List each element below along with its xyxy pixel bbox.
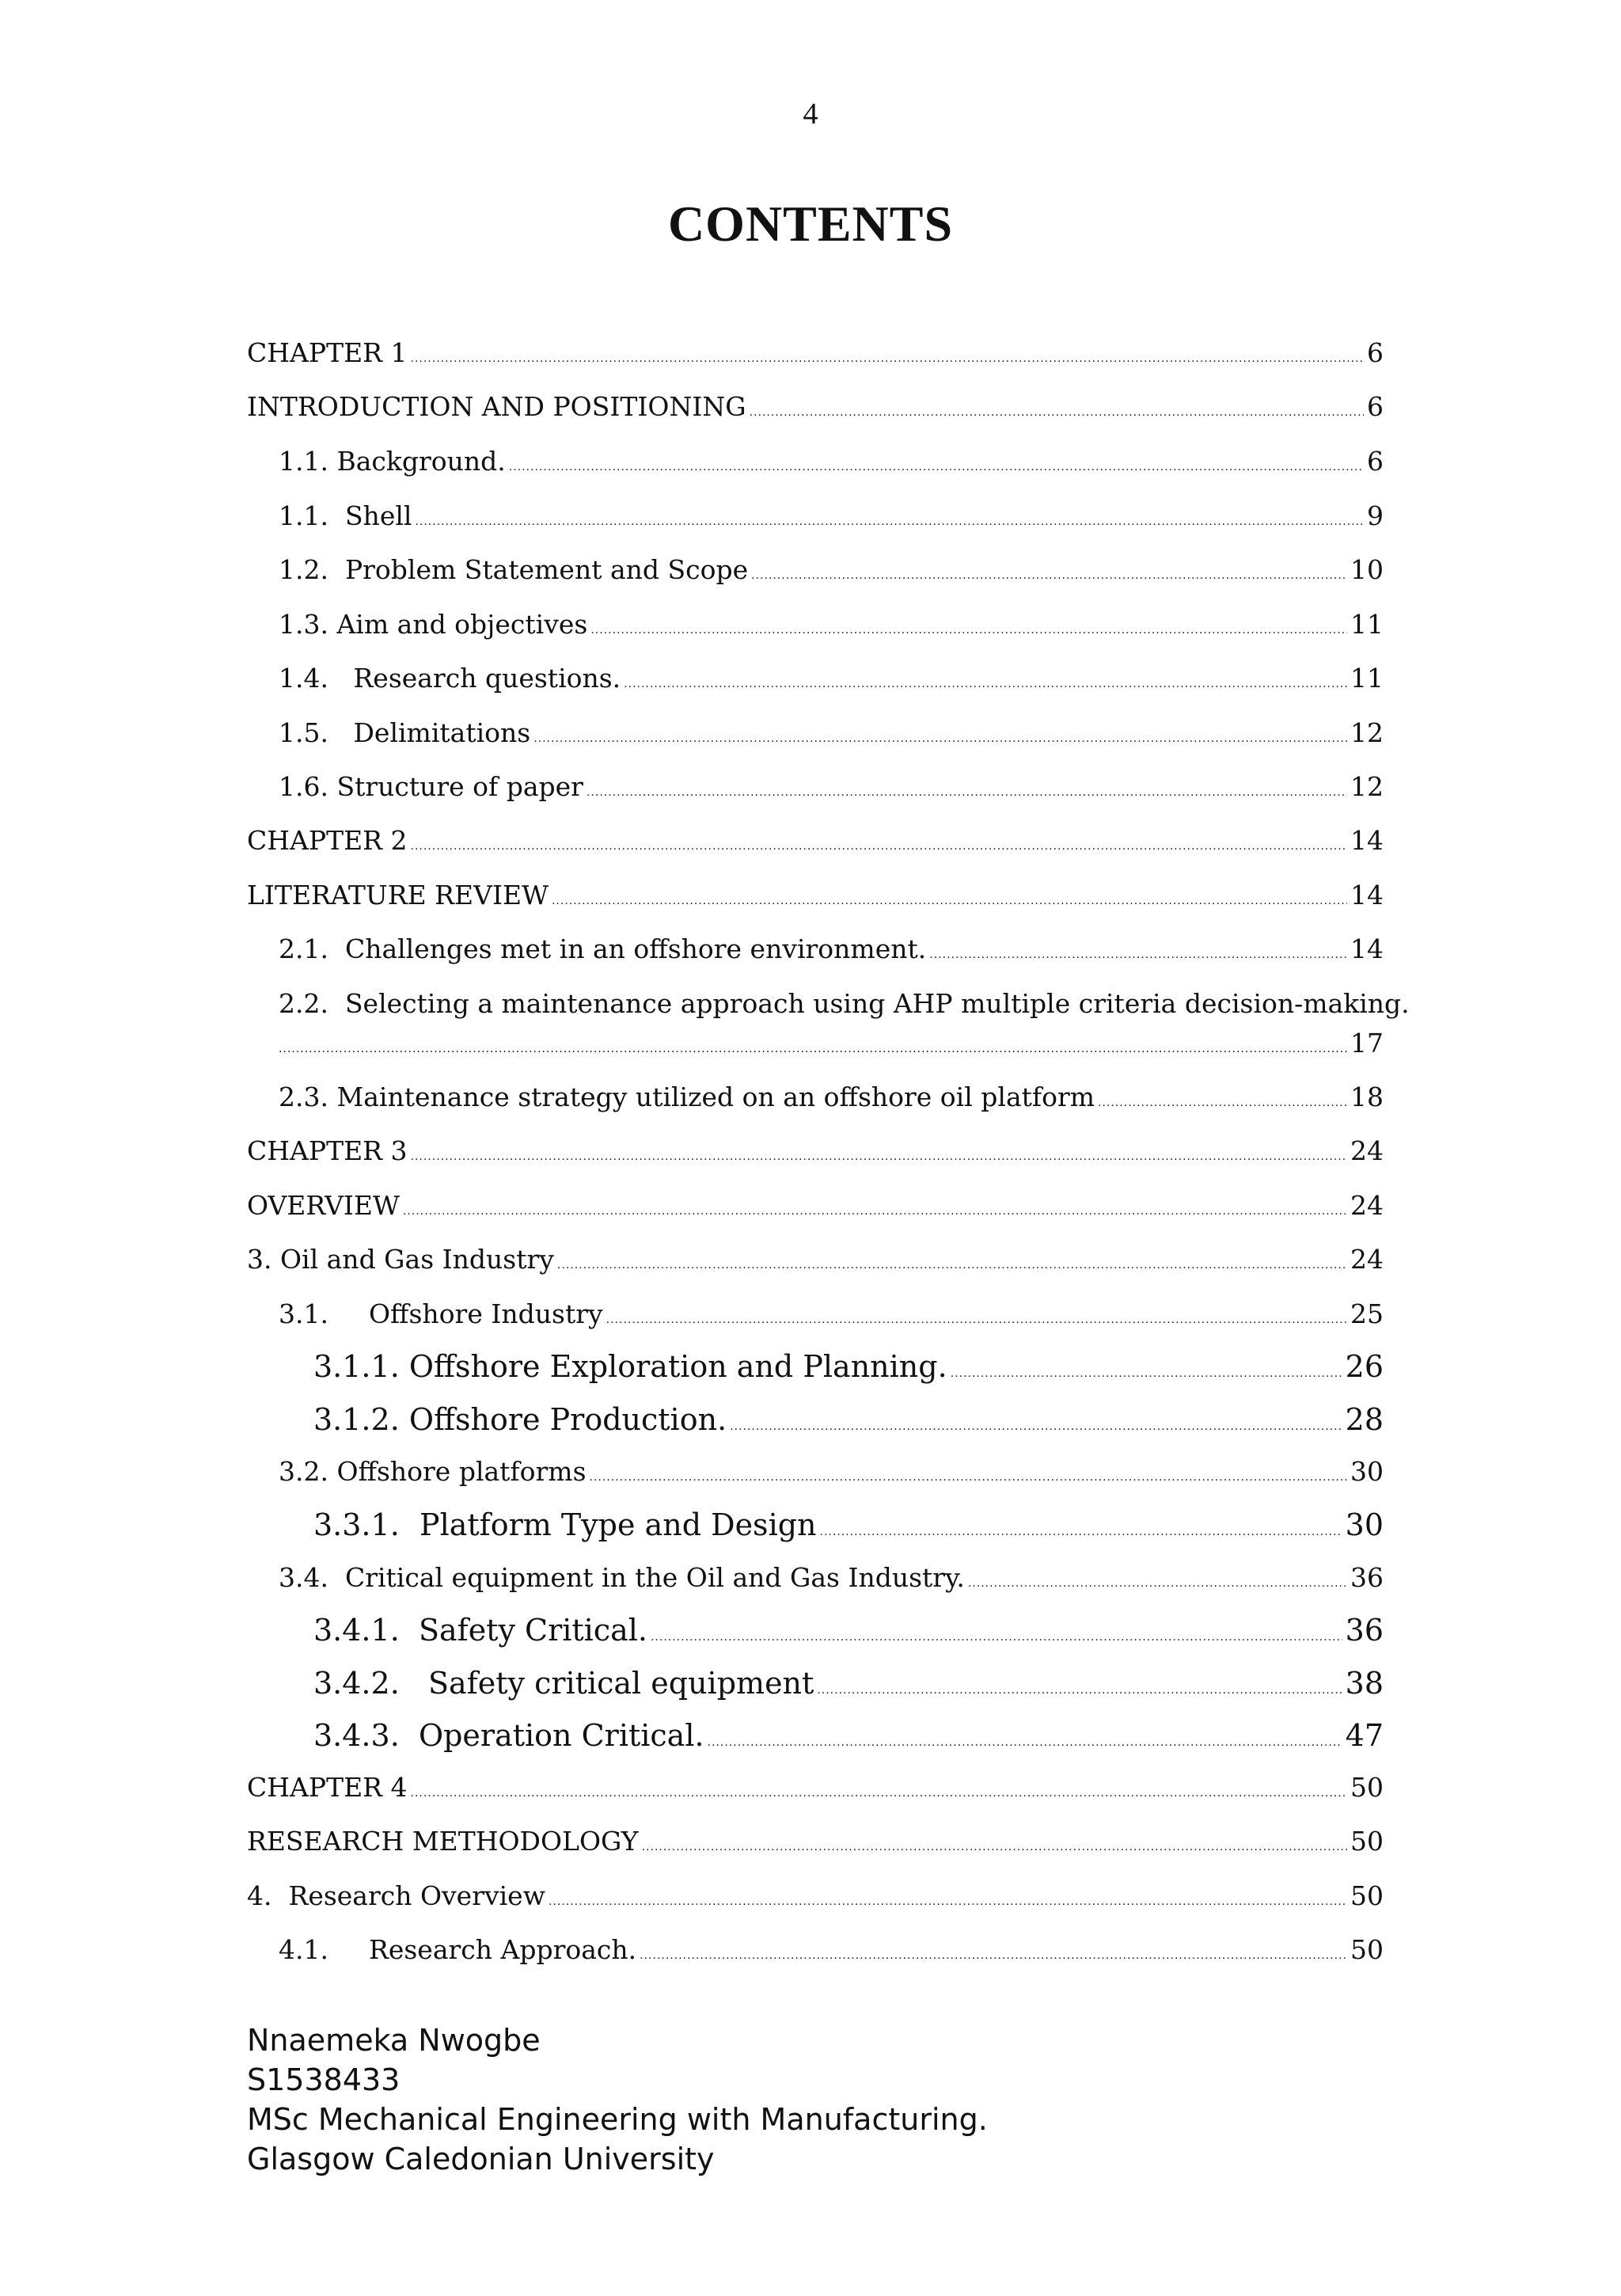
toc-entry-number: 2.2. [279, 988, 345, 1019]
toc-entry-label: CHAPTER 4 [247, 1772, 408, 1803]
toc-entry-operation-critical[interactable] [247, 1718, 1384, 1753]
toc-entry-aim-objectives[interactable] [247, 609, 1384, 640]
toc-entry-label: Safety critical equipment [428, 1666, 814, 1701]
toc-entry-number: 1.3. [279, 609, 337, 640]
toc-entry-label: Background. [336, 446, 506, 477]
dot-leader [750, 406, 1364, 419]
toc-entry-page: 12 [1350, 717, 1384, 748]
toc-entry-number: 1.4. [279, 663, 354, 694]
dot-leader [730, 1420, 1342, 1433]
toc-entry-label: Aim and objectives [336, 609, 588, 640]
toc-entry-label: Challenges met in an offshore environment. [344, 933, 927, 964]
toc-entry-chapter-2[interactable] [247, 825, 1384, 856]
toc-entry-number: 3.1.2. [313, 1402, 409, 1437]
toc-entry-label: CHAPTER 3 [247, 1135, 408, 1166]
toc-entry-label: Offshore Production. [408, 1402, 727, 1437]
toc-entry-ahp[interactable] [279, 988, 1410, 1019]
toc-entry-number: 3.1.1. [313, 1349, 409, 1384]
dot-leader [509, 461, 1364, 473]
toc-entry-label: Research Approach. [369, 1934, 637, 1965]
toc-entry-page: 36 [1345, 1613, 1384, 1648]
toc-entry-structure[interactable] [247, 771, 1384, 802]
toc-entry-page: 24 [1350, 1244, 1384, 1275]
dot-leader [415, 515, 1364, 528]
toc-entry-chapter-4[interactable] [247, 1772, 1384, 1803]
toc-entry-platform-type[interactable] [247, 1507, 1384, 1542]
toc-entry-number: 3.3.1. [313, 1507, 400, 1542]
toc-entry-number: 3.4.1. [313, 1613, 419, 1648]
dot-leader [820, 1526, 1342, 1538]
toc-entry-page: 9 [1367, 500, 1384, 531]
dot-leader [403, 1205, 1347, 1218]
dot-leader [624, 678, 1347, 690]
toc-entry-label: Research Overview [288, 1880, 545, 1911]
dot-leader [708, 1736, 1342, 1749]
toc-entry-exploration-planning[interactable] [247, 1349, 1384, 1384]
toc-entry-label: RESEARCH METHODOLOGY [247, 1826, 639, 1857]
toc-entry-page: 24 [1350, 1135, 1384, 1166]
toc-entry-number: 3. [247, 1244, 280, 1275]
toc-entry-page: 6 [1367, 446, 1384, 477]
toc-entry-delimitations[interactable] [247, 717, 1384, 748]
toc-entry-label: Offshore Industry [369, 1298, 603, 1329]
toc-entry-page: 11 [1350, 663, 1384, 694]
toc-entry-number: 1.1. [279, 446, 337, 477]
toc-entry-number: 3.2. [279, 1456, 337, 1487]
toc-entry-label: Safety Critical. [418, 1613, 647, 1648]
toc-entry-page: 17 [1350, 1028, 1384, 1059]
toc-entry-offshore-production[interactable] [247, 1402, 1384, 1437]
toc-entry-page: 14 [1350, 880, 1384, 910]
dot-leader [817, 1684, 1342, 1697]
author-name: Nnaemeka Nwogbe [247, 2023, 541, 2058]
toc-entry-research-overview[interactable] [247, 1880, 1384, 1911]
toc-entry-label: Selecting a maintenance approach using AHP multiple criteria decision-making. [344, 988, 1410, 1019]
dot-leader [557, 1259, 1347, 1272]
toc-entry-shell[interactable] [247, 500, 1384, 531]
page-title: CONTENTS [667, 196, 954, 252]
toc-entry-number: 4. [247, 1880, 289, 1911]
toc-entry-research-questions[interactable] [247, 663, 1384, 694]
toc-entry-safety-critical[interactable] [247, 1613, 1384, 1648]
toc-entry-page: 50 [1350, 1934, 1384, 1965]
toc-entry-problem-statement[interactable] [247, 554, 1384, 585]
toc-entry-page: 50 [1350, 1880, 1384, 1911]
dot-leader [552, 895, 1347, 907]
toc-entry-label: OVERVIEW [247, 1190, 400, 1221]
programme: MSc Mechanical Engineering with Manufacturing. [247, 2102, 988, 2137]
toc-entry-offshore-industry[interactable] [247, 1298, 1384, 1329]
toc-entry-label: Shell [344, 500, 412, 531]
toc-entry-page: 14 [1350, 933, 1384, 964]
toc-entry-page: 11 [1350, 609, 1384, 640]
toc-entry-label: INTRODUCTION AND POSITIONING [247, 391, 746, 422]
toc-entry-page: 6 [1367, 337, 1384, 368]
dot-leader [533, 732, 1347, 745]
toc-entry-label: Operation Critical. [418, 1718, 704, 1753]
toc-entry-page: 50 [1350, 1772, 1384, 1803]
toc-entry-number: 1.2. [279, 554, 345, 585]
toc-entry-number: 2.1. [279, 933, 345, 964]
toc-entry-label: LITERATURE REVIEW [247, 880, 549, 910]
toc-entry-number: 3.4.3. [313, 1718, 419, 1753]
toc-entry-page: 25 [1350, 1298, 1384, 1329]
toc-entry-number: 1.6. [279, 771, 337, 802]
dot-leader [590, 624, 1347, 637]
toc-entry-number: 2.3. [279, 1081, 337, 1112]
student-id: S1538433 [247, 2062, 401, 2097]
toc-entry-offshore-platforms[interactable] [247, 1456, 1384, 1487]
toc-entry-label: Delimitations [353, 717, 531, 748]
dot-leader [929, 948, 1347, 961]
dot-leader [640, 1949, 1347, 1962]
toc-entry-introduction[interactable] [247, 391, 1384, 422]
toc-entry-page: 30 [1350, 1456, 1384, 1487]
toc-entry-page: 6 [1367, 391, 1384, 422]
dot-leader [642, 1841, 1347, 1853]
toc-entry-label: CHAPTER 2 [247, 825, 408, 856]
toc-entry-maintenance-strategy[interactable] [247, 1081, 1384, 1112]
toc-entry-page: 14 [1350, 825, 1384, 856]
toc-entry-challenges[interactable] [247, 933, 1384, 964]
toc-entry-page: 50 [1350, 1826, 1384, 1857]
dot-leader [587, 786, 1347, 799]
toc-entry-label: Offshore Exploration and Planning. [408, 1349, 947, 1384]
toc-entry-research-approach[interactable] [247, 1934, 1384, 1965]
dot-leader [951, 1367, 1342, 1380]
toc-entry-page: 38 [1345, 1666, 1384, 1701]
dot-leader [1098, 1097, 1347, 1109]
toc-entry-safety-critical-equipment[interactable] [247, 1666, 1384, 1701]
dot-leader [279, 1043, 1347, 1055]
dot-leader [411, 1787, 1348, 1800]
toc-entry-page: 12 [1350, 771, 1384, 802]
toc-entry-label: Maintenance strategy utilized on an offshore oil platform [336, 1081, 1095, 1112]
dot-leader [968, 1577, 1347, 1590]
toc-entry-label: CHAPTER 1 [247, 337, 408, 368]
page-number: 4 [803, 97, 818, 131]
page-footer [247, 2020, 988, 2179]
dot-leader [590, 1471, 1347, 1484]
dot-leader [549, 1895, 1347, 1908]
toc-entry-label: Critical equipment in the Oil and Gas Industry. [344, 1562, 965, 1593]
toc-entry-label: Oil and Gas Industry [279, 1244, 554, 1275]
toc-entry-page: 28 [1345, 1402, 1384, 1437]
toc-entry-literature-review[interactable] [247, 880, 1384, 910]
toc-entry-number: 3.1. [279, 1298, 328, 1329]
toc-entry-chapter-1[interactable] [247, 337, 1384, 368]
toc-entry-background[interactable] [247, 446, 1384, 477]
toc-entry-page: 47 [1345, 1718, 1384, 1753]
toc-entry-number: 4.1. [279, 1934, 328, 1965]
toc-entry-critical-equipment[interactable] [247, 1562, 1384, 1593]
toc-entry-label: Platform Type and Design [419, 1507, 817, 1542]
university: Glasgow Caledonian University [247, 2142, 715, 2176]
toc-entry-page: 26 [1345, 1349, 1384, 1384]
toc-entry-number: 3.4.2. [313, 1666, 429, 1701]
dot-leader [411, 840, 1348, 853]
toc-entry-page: 10 [1350, 554, 1384, 585]
toc-entry-chapter-3[interactable] [247, 1135, 1384, 1166]
toc-entry-page: 36 [1350, 1562, 1384, 1593]
toc-entry-number: 3.4. [279, 1562, 345, 1593]
dot-leader [651, 1631, 1342, 1644]
toc-entry-ahp-leader [279, 1028, 1384, 1059]
toc-entry-research-methodology[interactable] [247, 1826, 1384, 1857]
toc-entry-label: Problem Statement and Scope [344, 554, 749, 585]
dot-leader [411, 1150, 1348, 1163]
toc-entry-overview[interactable] [247, 1190, 1384, 1221]
dot-leader [751, 569, 1347, 582]
toc-entry-page: 30 [1345, 1507, 1384, 1542]
toc-entry-label: Offshore platforms [336, 1456, 587, 1487]
toc-entry-number: 1.5. [279, 717, 354, 748]
dot-leader [606, 1313, 1347, 1326]
toc-entry-number: 1.1. [279, 500, 345, 531]
toc-entry-label: Research questions. [353, 663, 621, 694]
toc-entry-label: Structure of paper [336, 771, 583, 802]
toc-entry-page: 24 [1350, 1190, 1384, 1221]
dot-leader [411, 352, 1365, 365]
toc-entry-page: 18 [1350, 1081, 1384, 1112]
toc-entry-oil-gas-industry[interactable] [247, 1244, 1384, 1275]
